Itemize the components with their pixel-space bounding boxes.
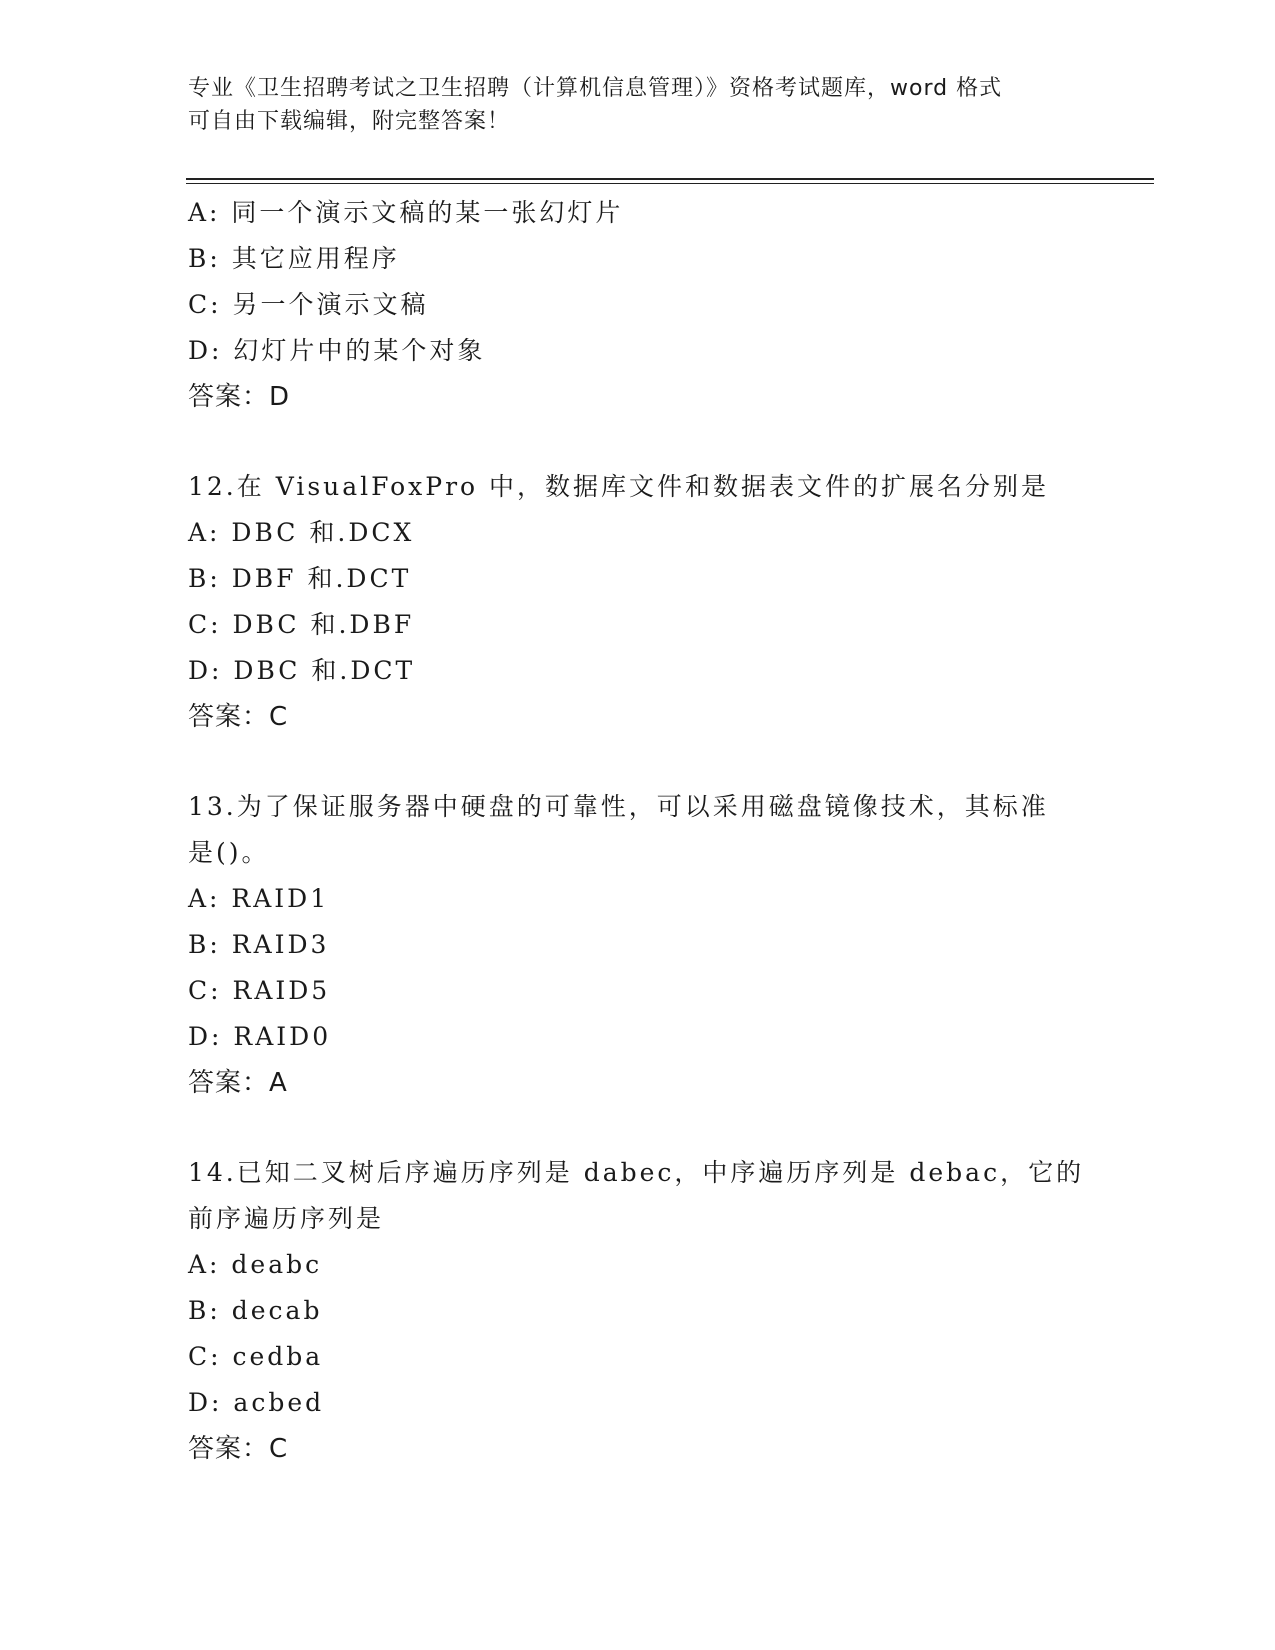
option-a: A: deabc xyxy=(188,1250,323,1279)
header-line-2: 可自由下载编辑，附完整答案！ xyxy=(188,109,511,134)
option-c: C: 另一个演示文稿 xyxy=(188,290,429,319)
question-block-13 xyxy=(188,784,1088,1106)
question-text: 12.在 VisualFoxPro 中，数据库文件和数据表文件的扩展名分别是 xyxy=(188,472,1050,501)
option-b: B: DBF 和.DCT xyxy=(188,564,412,593)
header-divider-thick xyxy=(186,178,1154,180)
question-text-continued: 前序遍历序列是 xyxy=(188,1204,385,1233)
question-block-12 xyxy=(188,464,1088,740)
question-text: 14.已知二叉树后序遍历序列是 dabec，中序遍历序列是 debac，它的 xyxy=(188,1158,1085,1187)
option-d: D: DBC 和.DCT xyxy=(188,656,416,685)
option-a: A: RAID1 xyxy=(188,884,330,913)
option-c: C: DBC 和.DBF xyxy=(188,610,415,639)
option-a: A: 同一个演示文稿的某一张幻灯片 xyxy=(188,198,624,227)
answer-line: 答案：D xyxy=(188,382,291,412)
option-c: C: RAID5 xyxy=(188,976,331,1005)
answer-line: 答案：A xyxy=(188,1068,288,1098)
option-a: A: DBC 和.DCX xyxy=(188,518,415,547)
question-text-continued: 是()。 xyxy=(188,838,270,867)
answer-line: 答案：C xyxy=(188,702,289,732)
option-b: B: 其它应用程序 xyxy=(188,244,400,273)
option-b: B: RAID3 xyxy=(188,930,330,959)
option-d: D: RAID0 xyxy=(188,1022,332,1051)
option-d: D: 幻灯片中的某个对象 xyxy=(188,336,486,365)
question-list xyxy=(188,190,1088,1516)
document-header xyxy=(188,72,1088,138)
question-block-14 xyxy=(188,1150,1088,1472)
header-line-1: 专业《卫生招聘考试之卫生招聘（计算机信息管理）》资格考试题库，word 格式 xyxy=(188,76,1003,101)
option-b: B: decab xyxy=(188,1296,323,1325)
question-block-11 xyxy=(188,190,1088,420)
option-d: D: acbed xyxy=(188,1388,325,1417)
answer-line: 答案：C xyxy=(188,1434,289,1464)
header-divider-thin xyxy=(186,183,1154,184)
option-c: C: cedba xyxy=(188,1342,324,1371)
question-text: 13.为了保证服务器中硬盘的可靠性，可以采用磁盘镜像技术，其标准 xyxy=(188,792,1049,821)
